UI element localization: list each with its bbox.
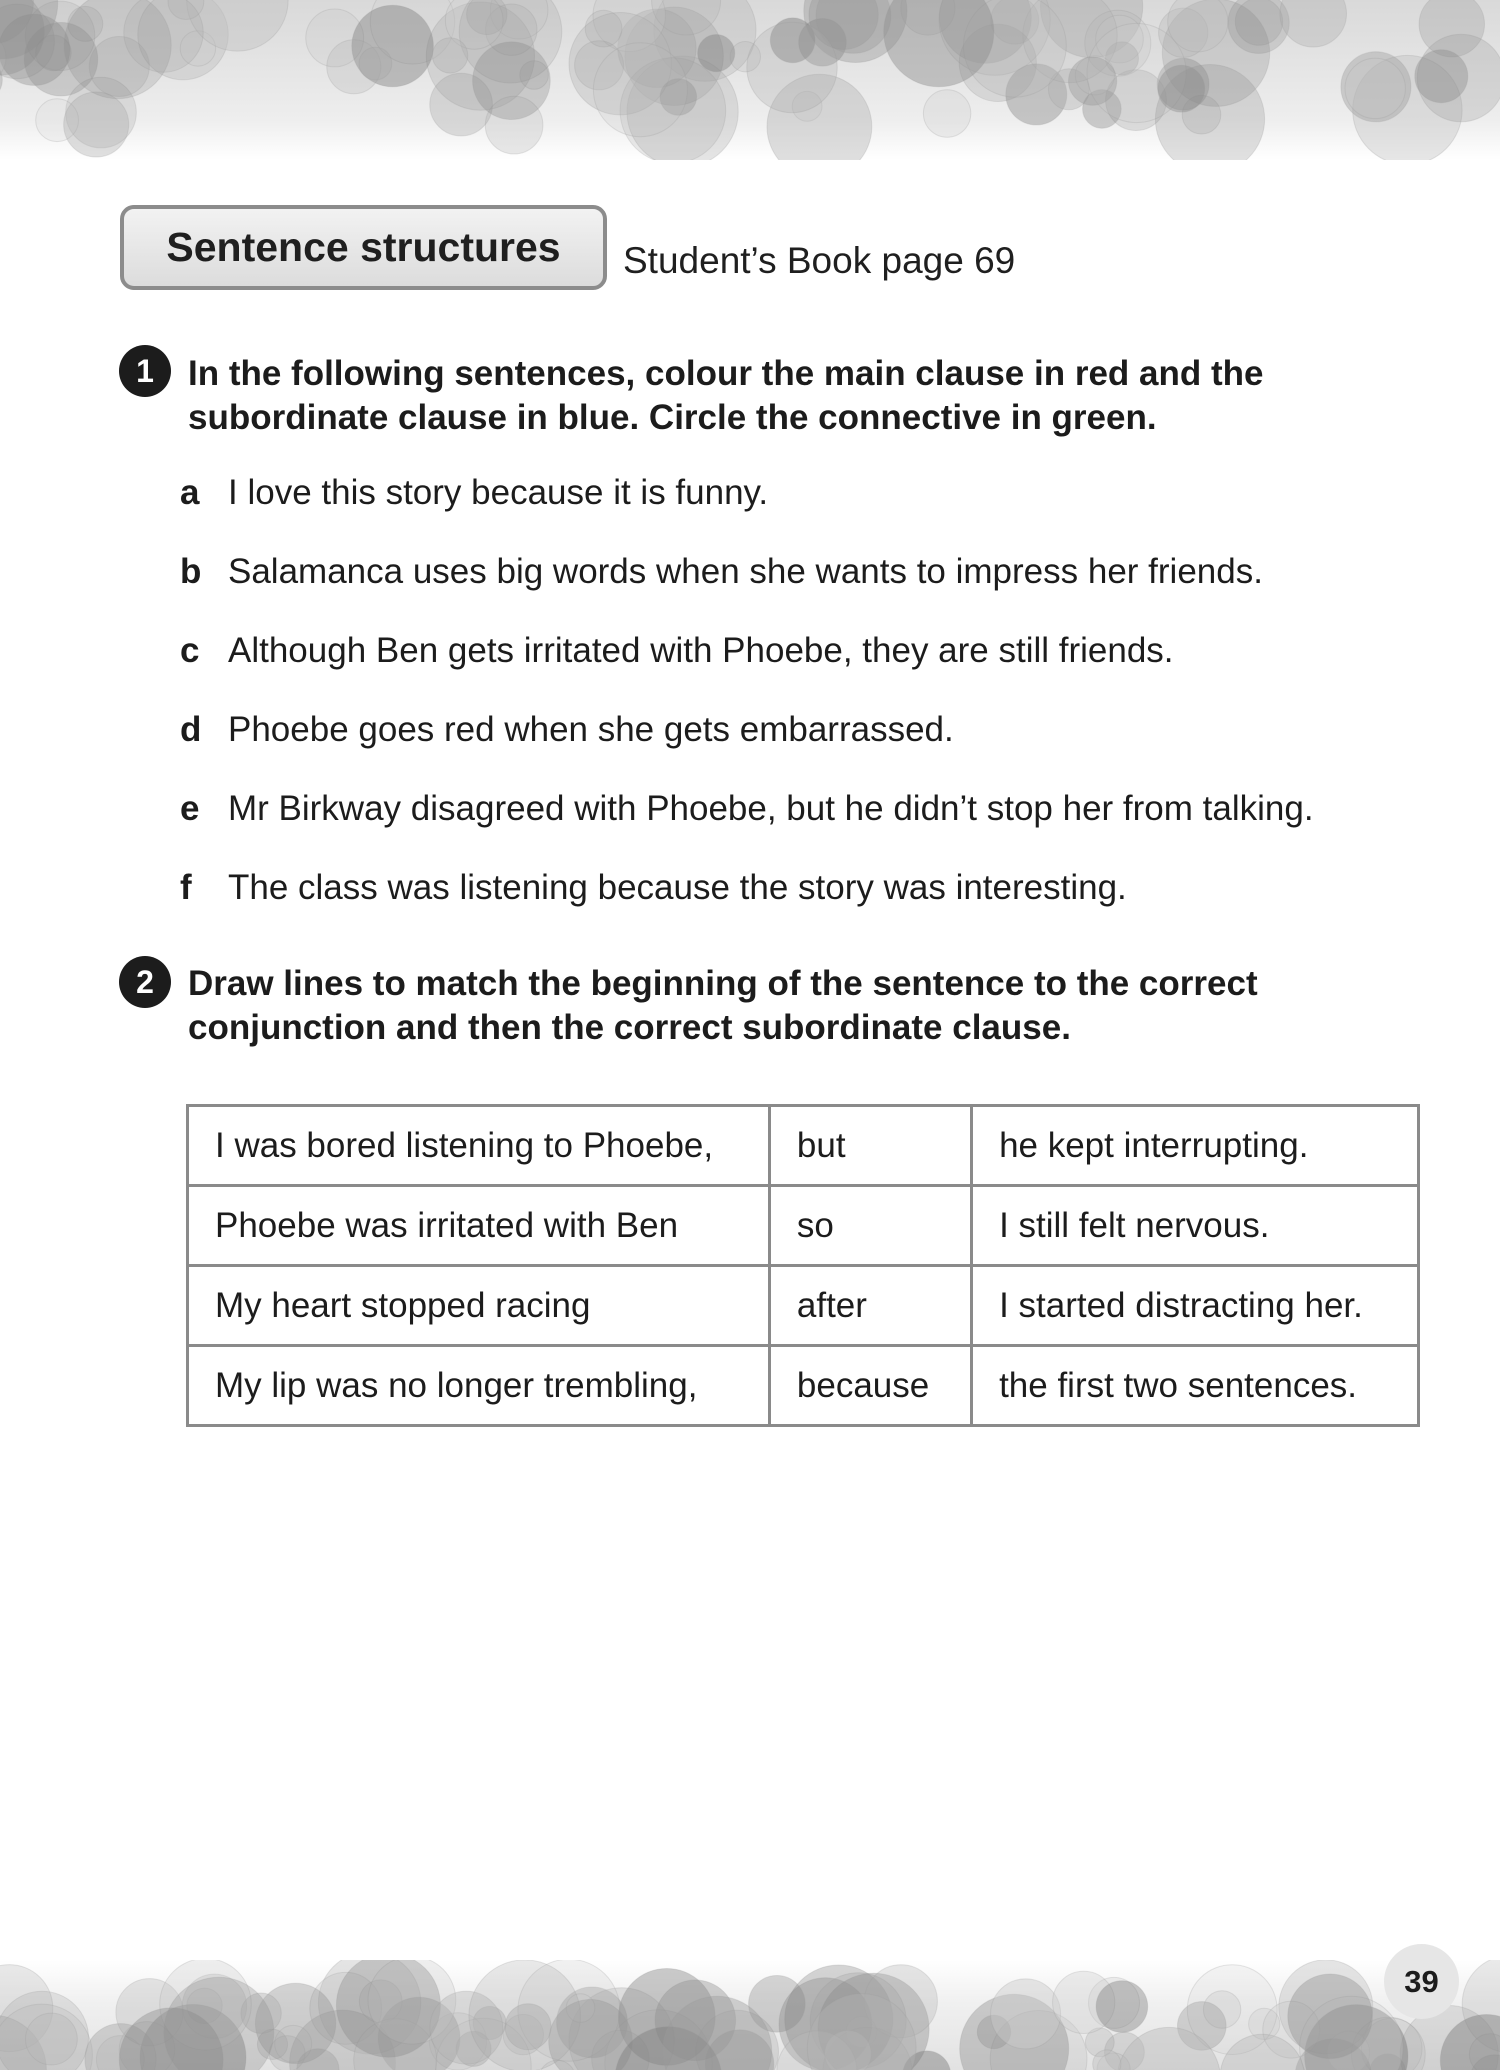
sentence-item-b	[180, 552, 1263, 592]
item-letter: e	[180, 789, 200, 828]
matching-table	[186, 1104, 1420, 1427]
instruction-line: In the following sentences, colour the main clause in red and the	[188, 354, 1264, 393]
sentence-beginning-cell[interactable]: I was bored listening to Phoebe,	[188, 1106, 770, 1186]
sentence-item-f	[180, 868, 1127, 908]
subordinate-clause-cell[interactable]: I still felt nervous.	[972, 1186, 1419, 1266]
question-2-number-badge: 2	[119, 956, 171, 1008]
sentence-item-a	[180, 473, 768, 513]
decorative-bubble	[1069, 57, 1117, 105]
table-row	[188, 1346, 1419, 1426]
decorative-bubble	[64, 92, 129, 157]
table-row	[188, 1186, 1419, 1266]
decorative-bubble	[747, 22, 837, 112]
instruction-line: conjunction and then the correct subordinate clause.	[188, 1008, 1071, 1047]
item-sentence: Mr Birkway disagreed with Phoebe, but he didn’t stop her from talking.	[228, 789, 1314, 828]
section-title-box	[120, 205, 607, 290]
decorative-bubble	[432, 38, 467, 73]
decorative-bubble	[1415, 50, 1468, 103]
sentence-item-e	[180, 789, 1314, 829]
sentence-beginning-cell[interactable]: Phoebe was irritated with Ben	[188, 1186, 770, 1266]
decorative-bubble	[473, 42, 551, 120]
decorative-bubble	[467, 0, 507, 35]
page-number: 39	[1384, 1944, 1459, 2019]
decorative-bubble	[730, 42, 760, 72]
item-sentence: Phoebe goes red when she gets embarrassed.	[228, 710, 954, 749]
question-2-instruction	[188, 962, 1388, 1050]
sentence-item-d	[180, 710, 954, 750]
instruction-line: subordinate clause in blue. Circle the connective in green.	[188, 398, 1157, 437]
conjunction-cell[interactable]: because	[769, 1346, 971, 1426]
decorative-bubble	[585, 10, 622, 47]
decorative-bubble	[698, 35, 735, 72]
subordinate-clause-cell[interactable]: I started distracting her.	[972, 1266, 1419, 1346]
decorative-bubble	[1096, 1981, 1148, 2033]
item-letter: a	[180, 473, 200, 512]
conjunction-cell[interactable]: after	[769, 1266, 971, 1346]
item-letter: d	[180, 710, 202, 749]
item-letter: c	[180, 631, 200, 670]
decorative-bubble	[269, 2036, 305, 2070]
item-letter: f	[180, 868, 192, 907]
decorative-bubble-header	[0, 0, 1500, 160]
decorative-bubble	[1345, 58, 1405, 118]
decorative-bubble	[469, 1960, 581, 2070]
decorative-bubble	[923, 90, 970, 137]
decorative-bubble-footer	[0, 1960, 1500, 2070]
item-sentence: Although Ben gets irritated with Phoebe, they are still friends.	[228, 631, 1174, 670]
decorative-bubble	[593, 43, 687, 137]
item-sentence: Salamanca uses big words when she wants to impress her friends.	[228, 552, 1263, 591]
decorative-bubble	[124, 0, 203, 72]
section-title: Sentence structures	[166, 224, 561, 270]
book-reference: Student’s Book page 69	[623, 240, 1016, 281]
decorative-bubble	[991, 1979, 1061, 2049]
decorative-bubble	[1288, 1974, 1373, 2059]
sentence-item-c	[180, 631, 1174, 671]
conjunction-cell[interactable]: but	[769, 1106, 971, 1186]
decorative-bubble	[359, 47, 392, 80]
table-row	[188, 1106, 1419, 1186]
conjunction-cell[interactable]: so	[769, 1186, 971, 1266]
decorative-bubble	[26, 2013, 78, 2065]
question-1-instruction	[188, 352, 1388, 440]
decorative-bubble	[336, 1960, 440, 2057]
subordinate-clause-cell[interactable]: he kept interrupting.	[972, 1106, 1419, 1186]
sentence-beginning-cell[interactable]: My heart stopped racing	[188, 1266, 770, 1346]
item-sentence: The class was listening because the story was interesting.	[228, 868, 1127, 907]
subordinate-clause-cell[interactable]: the first two sentences.	[972, 1346, 1419, 1426]
item-sentence: I love this story because it is funny.	[228, 473, 769, 512]
instruction-line: Draw lines to match the beginning of the sentence to the correct	[188, 964, 1258, 1003]
table-row	[188, 1266, 1419, 1346]
question-1-number-badge: 1	[119, 345, 171, 397]
sentence-beginning-cell[interactable]: My lip was no longer trembling,	[188, 1346, 770, 1426]
item-letter: b	[180, 552, 202, 591]
